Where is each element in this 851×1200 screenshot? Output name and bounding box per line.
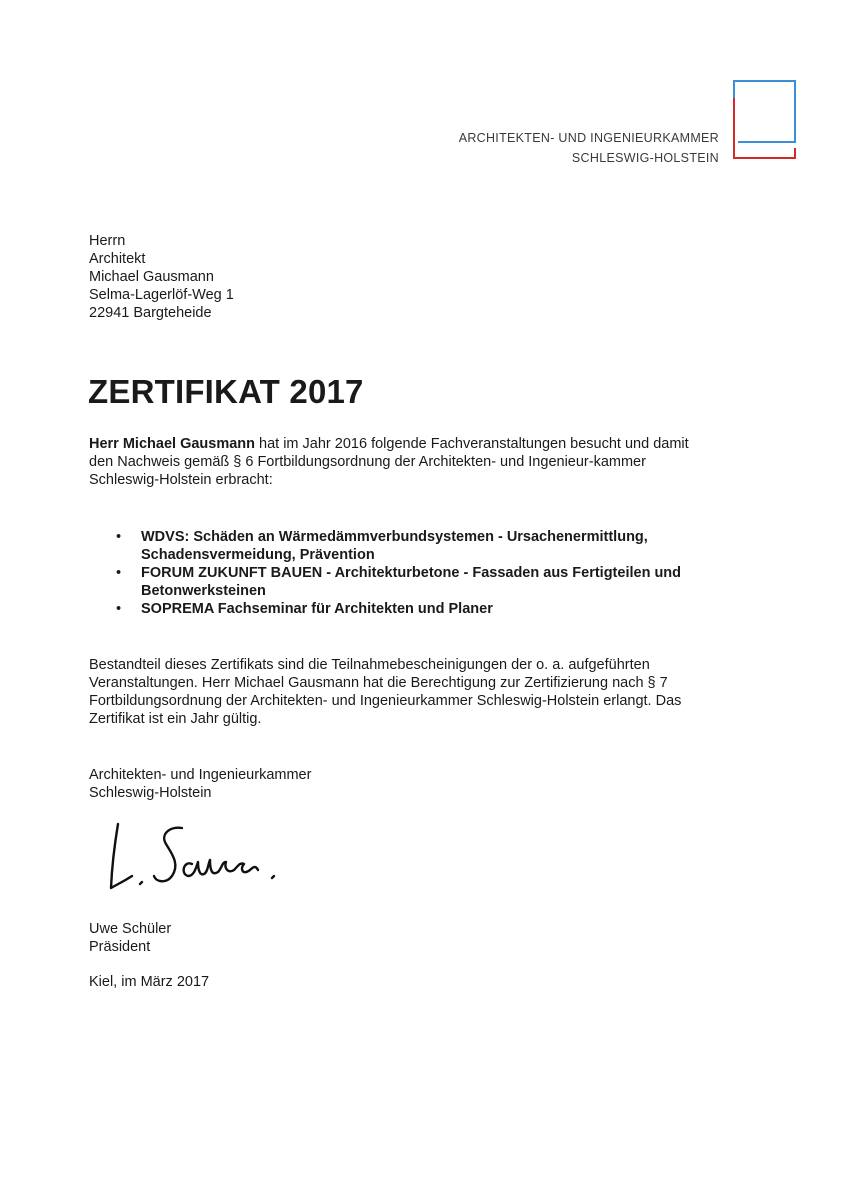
event-list — [89, 528, 689, 618]
intro-text: hat im Jahr 2016 folgende Fachveranstaltungen besucht und damit den Nachweis gemäß § 6 Fortbildungsordnung der Architekten- und Ingenieur-kammer Schleswig-Holstein erbracht: — [89, 436, 689, 488]
logo-blue-bracket — [734, 81, 795, 142]
bullet-icon: • — [116, 529, 122, 545]
intro-name: Herr Michael Gausmann — [89, 436, 255, 452]
body-paragraph: Bestandteil dieses Zertifikats sind die Teilnahmebescheinigungen der o. a. aufgeführten Veranstaltungen. Herr Michael Gausmann hat die Berechtigung zur Zertifizierung nach § 7 Fortbildungsordnung der Architekten- und Ingenieurkammer Schleswig-Holstein erlangt. Das Zertifikat ist ein Jahr gültig. — [89, 657, 682, 727]
recipient-address — [89, 232, 234, 322]
signer-organization — [89, 766, 311, 802]
certificate-title: ZERTIFIKAT 2017 — [88, 373, 364, 410]
recipient-street: Selma-Lagerlöf-Weg 1 — [89, 287, 234, 303]
org-name-line1: ARCHITEKTEN- UND INGENIEURKAMMER — [458, 131, 719, 145]
event-title: WDVS: Schäden an Wärmedämmverbundsystemen - Ursachenermittlung, Schadensvermeidung, Prävention — [141, 529, 648, 563]
org-name-line2: SCHLESWIG-HOLSTEIN — [571, 151, 719, 165]
recipient-profession: Architekt — [89, 251, 146, 267]
intro-paragraph — [89, 435, 709, 489]
chamber-logo — [730, 78, 800, 162]
event-item — [89, 564, 689, 600]
event-title: SOPREMA Fachseminar für Architekten und Planer — [141, 601, 493, 617]
event-item — [89, 600, 689, 618]
signer-role: Präsident — [89, 939, 151, 955]
bullet-icon: • — [116, 565, 122, 581]
signer-name: Uwe Schüler — [89, 921, 172, 937]
handwritten-signature — [100, 818, 280, 898]
event-item — [89, 528, 689, 564]
recipient-name: Michael Gausmann — [89, 269, 214, 285]
bullet-icon: • — [116, 601, 122, 617]
signer-block — [89, 920, 171, 956]
signer-org-line1: Architekten- und Ingenieurkammer — [89, 767, 312, 783]
place-and-date: Kiel, im März 2017 — [89, 974, 210, 990]
event-title: FORUM ZUKUNFT BAUEN - Architekturbetone - Fassaden aus Fertigteilen und Betonwerksteinen — [141, 565, 682, 599]
logo-red-bracket — [734, 98, 795, 158]
letterhead-org-name — [459, 128, 719, 168]
recipient-salutation: Herrn — [89, 233, 126, 249]
signer-org-line2: Schleswig-Holstein — [89, 785, 212, 801]
recipient-city: 22941 Bargteheide — [89, 305, 212, 321]
